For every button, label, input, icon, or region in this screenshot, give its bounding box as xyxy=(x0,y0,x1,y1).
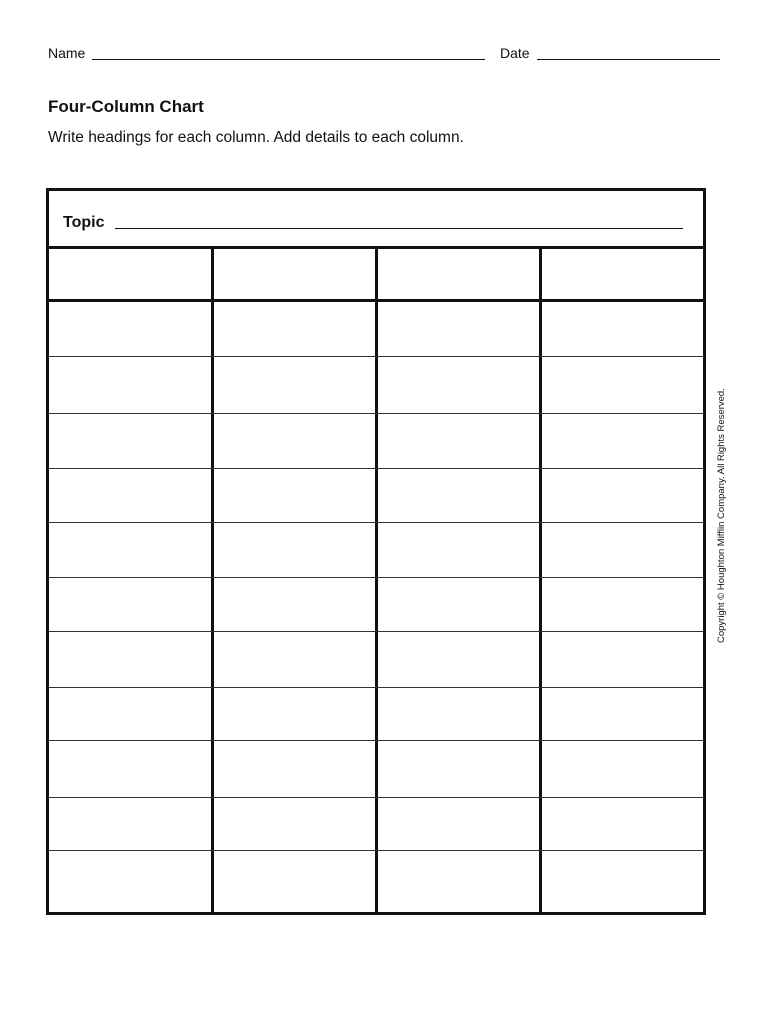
topic-row xyxy=(49,191,703,249)
instructions-text: Write headings for each column. Add details to each column. xyxy=(48,129,464,146)
copyright-notice: Copyright © Houghton Mifflin Company. All Rights Reserved. xyxy=(716,388,727,643)
row-divider xyxy=(49,468,703,469)
row-divider xyxy=(49,631,703,632)
row-divider xyxy=(49,577,703,578)
column-divider xyxy=(211,249,214,912)
row-divider xyxy=(49,356,703,357)
name-field[interactable] xyxy=(92,59,485,60)
page-title: Four-Column Chart xyxy=(48,97,204,116)
four-column-chart xyxy=(46,188,706,915)
row-divider xyxy=(49,797,703,798)
row-divider xyxy=(49,740,703,741)
row-divider xyxy=(49,413,703,414)
date-field[interactable] xyxy=(537,59,720,60)
column-divider xyxy=(375,249,378,912)
row-divider xyxy=(49,850,703,851)
row-divider xyxy=(49,522,703,523)
column-divider xyxy=(539,249,542,912)
topic-field[interactable] xyxy=(115,228,683,229)
row-divider xyxy=(49,687,703,688)
date-label: Date xyxy=(500,45,530,61)
topic-label: Topic xyxy=(63,214,105,231)
header-line xyxy=(48,43,728,65)
name-label: Name xyxy=(48,45,86,61)
